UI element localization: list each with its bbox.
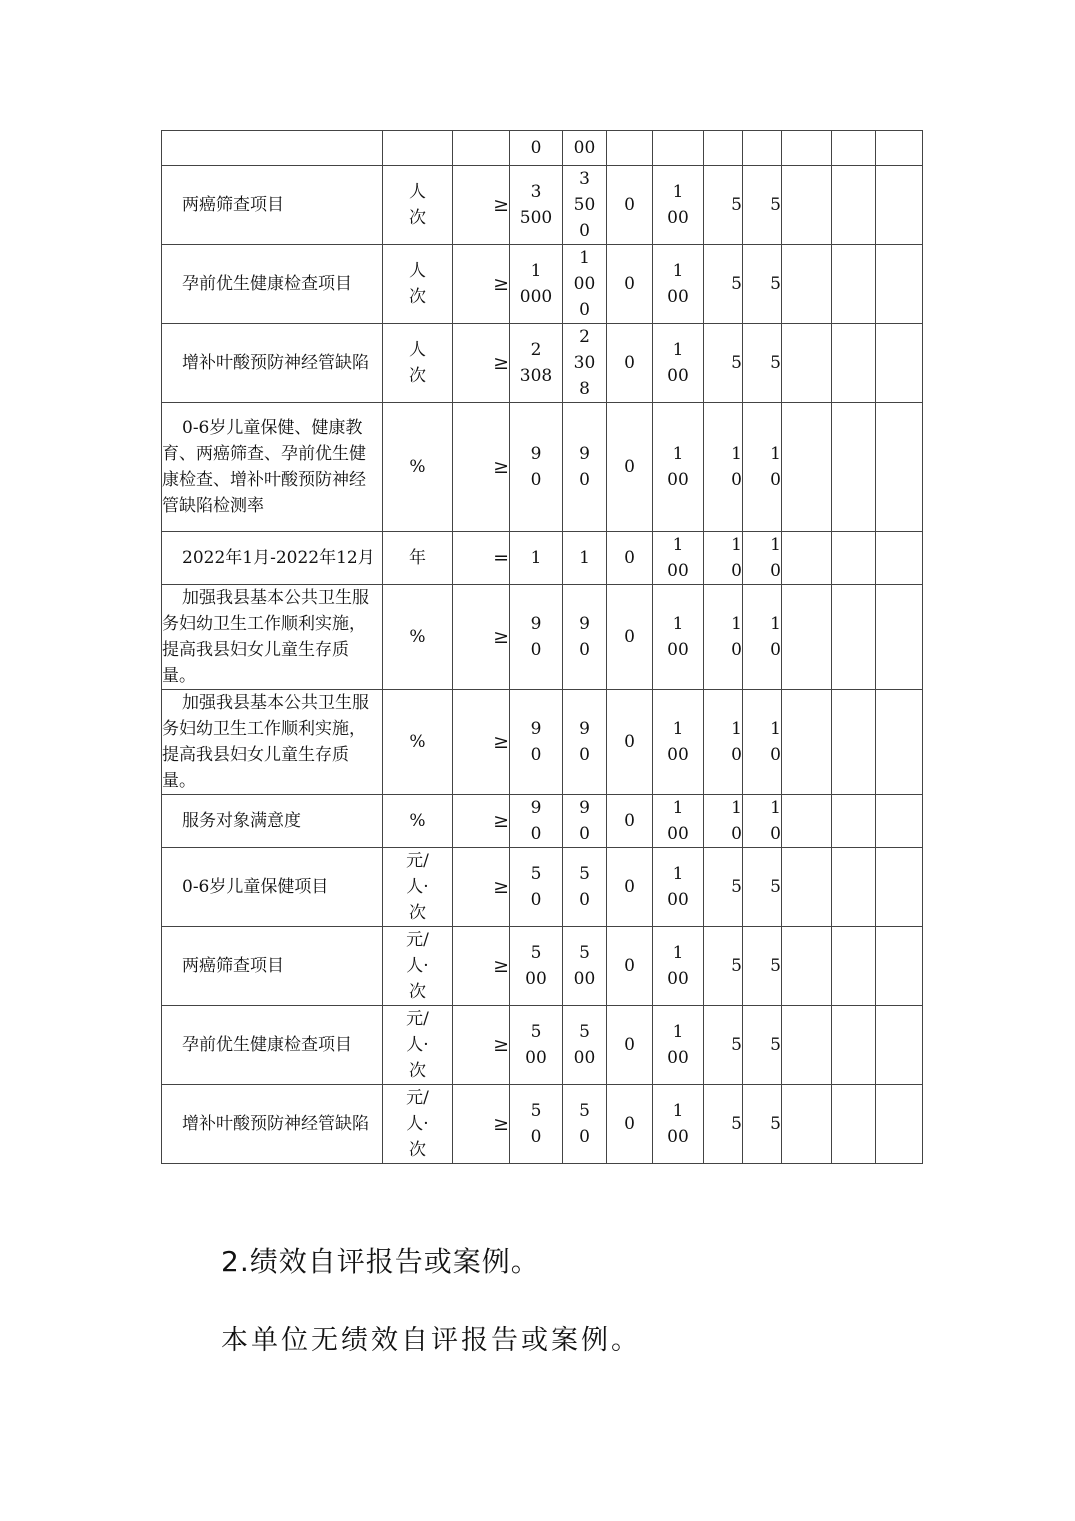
actual-value-cell: 5 0	[563, 1085, 607, 1164]
indicator-name-cell: 增补叶酸预防神经管缺陷	[162, 1085, 383, 1164]
empty-cell	[782, 795, 832, 848]
unit-cell: 元/ 人· 次	[383, 848, 453, 927]
actual-value-cell: 5 00	[563, 927, 607, 1006]
completion-rate-cell: 1 00	[653, 166, 704, 245]
actual-value-cell: 1	[563, 532, 607, 585]
target-value-cell: 5 00	[510, 1006, 563, 1085]
empty-cell	[832, 848, 876, 927]
indicator-name-cell: 0-6岁儿童保健、健康教育、两癌筛查、孕前优生健康检查、增补叶酸预防神经管缺陷检测率	[162, 403, 383, 532]
empty-cell	[782, 585, 832, 690]
empty-cell	[876, 690, 923, 795]
target-value-cell: 2 308	[510, 324, 563, 403]
indicator-name-cell: 增补叶酸预防神经管缺陷	[162, 324, 383, 403]
table-row	[162, 131, 923, 166]
completion-rate-cell: 1 00	[653, 324, 704, 403]
empty-cell	[876, 131, 923, 166]
table-row	[162, 532, 923, 585]
deviation-cell: 0	[607, 690, 653, 795]
actual-value-cell: 3 50 0	[563, 166, 607, 245]
score-cell: 5	[743, 927, 782, 1006]
indicator-name-cell: 两癌筛查项目	[162, 166, 383, 245]
target-value-cell: 3 500	[510, 166, 563, 245]
target-value-cell: 9 0	[510, 690, 563, 795]
deviation-cell: 0	[607, 1006, 653, 1085]
comparator-cell	[453, 131, 510, 166]
unit-cell: 元/ 人· 次	[383, 927, 453, 1006]
table-row	[162, 1006, 923, 1085]
actual-value-cell: 9 0	[563, 795, 607, 848]
target-value-cell: 1 000	[510, 245, 563, 324]
empty-cell	[832, 532, 876, 585]
indicator-name-cell: 孕前优生健康检查项目	[162, 1006, 383, 1085]
comparator-cell: ≥	[453, 403, 510, 532]
unit-cell: 人 次	[383, 245, 453, 324]
weight-cell: 5	[704, 1006, 743, 1085]
empty-cell	[832, 1085, 876, 1164]
empty-cell	[832, 166, 876, 245]
empty-cell	[832, 585, 876, 690]
table-row	[162, 166, 923, 245]
weight-cell: 1 0	[704, 795, 743, 848]
score-cell: 5	[743, 1085, 782, 1164]
completion-rate-cell: 1 00	[653, 1085, 704, 1164]
indicator-name-cell: 服务对象满意度	[162, 795, 383, 848]
deviation-cell	[607, 131, 653, 166]
score-cell: 1 0	[743, 795, 782, 848]
empty-cell	[876, 1006, 923, 1085]
weight-cell	[704, 131, 743, 166]
actual-value-cell: 1 00 0	[563, 245, 607, 324]
comparator-cell: ≥	[453, 927, 510, 1006]
actual-value-cell: 5 0	[563, 848, 607, 927]
empty-cell	[782, 532, 832, 585]
completion-rate-cell: 1 00	[653, 245, 704, 324]
empty-cell	[876, 927, 923, 1006]
empty-cell	[832, 403, 876, 532]
score-cell	[743, 131, 782, 166]
weight-cell: 5	[704, 927, 743, 1006]
empty-cell	[832, 927, 876, 1006]
table-row	[162, 245, 923, 324]
empty-cell	[782, 848, 832, 927]
unit-cell: 元/ 人· 次	[383, 1085, 453, 1164]
empty-cell	[782, 690, 832, 795]
comparator-cell: ≥	[453, 1085, 510, 1164]
completion-rate-cell: 1 00	[653, 1006, 704, 1085]
empty-cell	[832, 245, 876, 324]
comparator-cell: ≥	[453, 1006, 510, 1085]
table-row	[162, 848, 923, 927]
empty-cell	[876, 585, 923, 690]
table-row	[162, 324, 923, 403]
empty-cell	[832, 795, 876, 848]
completion-rate-cell: 1 00	[653, 927, 704, 1006]
deviation-cell: 0	[607, 848, 653, 927]
completion-rate-cell: 1 00	[653, 848, 704, 927]
empty-cell	[832, 690, 876, 795]
comparator-cell: ≥	[453, 690, 510, 795]
empty-cell	[782, 245, 832, 324]
empty-cell	[782, 131, 832, 166]
table-row	[162, 795, 923, 848]
empty-cell	[782, 927, 832, 1006]
empty-cell	[876, 403, 923, 532]
empty-cell	[832, 1006, 876, 1085]
empty-cell	[876, 1085, 923, 1164]
actual-value-cell: 5 00	[563, 1006, 607, 1085]
target-value-cell: 9 0	[510, 403, 563, 532]
table-row	[162, 927, 923, 1006]
empty-cell	[876, 166, 923, 245]
indicator-name-cell	[162, 131, 383, 166]
empty-cell	[876, 245, 923, 324]
empty-cell	[876, 532, 923, 585]
comparator-cell: ≥	[453, 848, 510, 927]
comparator-cell: ≥	[453, 585, 510, 690]
empty-cell	[832, 131, 876, 166]
empty-cell	[782, 1006, 832, 1085]
actual-value-cell: 00	[563, 131, 607, 166]
score-cell: 5	[743, 1006, 782, 1085]
target-value-cell: 9 0	[510, 795, 563, 848]
empty-cell	[876, 848, 923, 927]
score-cell: 5	[743, 245, 782, 324]
weight-cell: 5	[704, 848, 743, 927]
indicator-name-cell: 两癌筛查项目	[162, 927, 383, 1006]
unit-cell: 人 次	[383, 324, 453, 403]
deviation-cell: 0	[607, 245, 653, 324]
indicator-name-cell: 孕前优生健康检查项目	[162, 245, 383, 324]
unit-cell: %	[383, 585, 453, 690]
target-value-cell: 5 0	[510, 848, 563, 927]
deviation-cell: 0	[607, 795, 653, 848]
empty-cell	[876, 324, 923, 403]
performance-indicator-table	[161, 130, 923, 1164]
weight-cell: 1 0	[704, 403, 743, 532]
indicator-name-cell: 加强我县基本公共卫生服务妇幼卫生工作顺利实施，提高我县妇女儿童生存质量。	[162, 585, 383, 690]
weight-cell: 5	[704, 245, 743, 324]
comparator-cell: =	[453, 532, 510, 585]
deviation-cell: 0	[607, 324, 653, 403]
score-cell: 1 0	[743, 532, 782, 585]
completion-rate-cell: 1 00	[653, 403, 704, 532]
unit-cell: %	[383, 403, 453, 532]
unit-cell: 年	[383, 532, 453, 585]
unit-cell: %	[383, 795, 453, 848]
weight-cell: 5	[704, 1085, 743, 1164]
actual-value-cell: 9 0	[563, 585, 607, 690]
indicator-name-cell: 0-6岁儿童保健项目	[162, 848, 383, 927]
completion-rate-cell: 1 00	[653, 795, 704, 848]
comparator-cell: ≥	[453, 166, 510, 245]
score-cell: 1 0	[743, 690, 782, 795]
actual-value-cell: 9 0	[563, 690, 607, 795]
empty-cell	[782, 324, 832, 403]
deviation-cell: 0	[607, 585, 653, 690]
table-row	[162, 1085, 923, 1164]
score-cell: 5	[743, 324, 782, 403]
weight-cell: 1 0	[704, 585, 743, 690]
target-value-cell: 9 0	[510, 585, 563, 690]
weight-cell: 5	[704, 324, 743, 403]
deviation-cell: 0	[607, 403, 653, 532]
table-row	[162, 690, 923, 795]
empty-cell	[782, 166, 832, 245]
unit-cell	[383, 131, 453, 166]
deviation-cell: 0	[607, 166, 653, 245]
comparator-cell: ≥	[453, 324, 510, 403]
empty-cell	[782, 403, 832, 532]
comparator-cell: ≥	[453, 795, 510, 848]
score-cell: 5	[743, 166, 782, 245]
deviation-cell: 0	[607, 532, 653, 585]
empty-cell	[876, 795, 923, 848]
empty-cell	[782, 1085, 832, 1164]
empty-cell	[832, 324, 876, 403]
deviation-cell: 0	[607, 927, 653, 1006]
completion-rate-cell	[653, 131, 704, 166]
unit-cell: 元/ 人· 次	[383, 1006, 453, 1085]
target-value-cell: 0	[510, 131, 563, 166]
weight-cell: 1 0	[704, 690, 743, 795]
score-cell: 1 0	[743, 403, 782, 532]
score-cell: 1 0	[743, 585, 782, 690]
actual-value-cell: 9 0	[563, 403, 607, 532]
completion-rate-cell: 1 00	[653, 690, 704, 795]
target-value-cell: 1	[510, 532, 563, 585]
section-heading: 2.绩效自评报告或案例。	[221, 1245, 540, 1278]
target-value-cell: 5 0	[510, 1085, 563, 1164]
indicator-name-cell: 2022年1月-2022年12月	[162, 532, 383, 585]
unit-cell: 人 次	[383, 166, 453, 245]
comparator-cell: ≥	[453, 245, 510, 324]
deviation-cell: 0	[607, 1085, 653, 1164]
actual-value-cell: 2 30 8	[563, 324, 607, 403]
indicator-name-cell: 加强我县基本公共卫生服务妇幼卫生工作顺利实施，提高我县妇女儿童生存质量。	[162, 690, 383, 795]
section-body-text: 本单位无绩效自评报告或案例。	[221, 1325, 641, 1356]
weight-cell: 1 0	[704, 532, 743, 585]
weight-cell: 5	[704, 166, 743, 245]
score-cell: 5	[743, 848, 782, 927]
table-row	[162, 585, 923, 690]
table-row	[162, 403, 923, 532]
unit-cell: %	[383, 690, 453, 795]
completion-rate-cell: 1 00	[653, 532, 704, 585]
target-value-cell: 5 00	[510, 927, 563, 1006]
completion-rate-cell: 1 00	[653, 585, 704, 690]
